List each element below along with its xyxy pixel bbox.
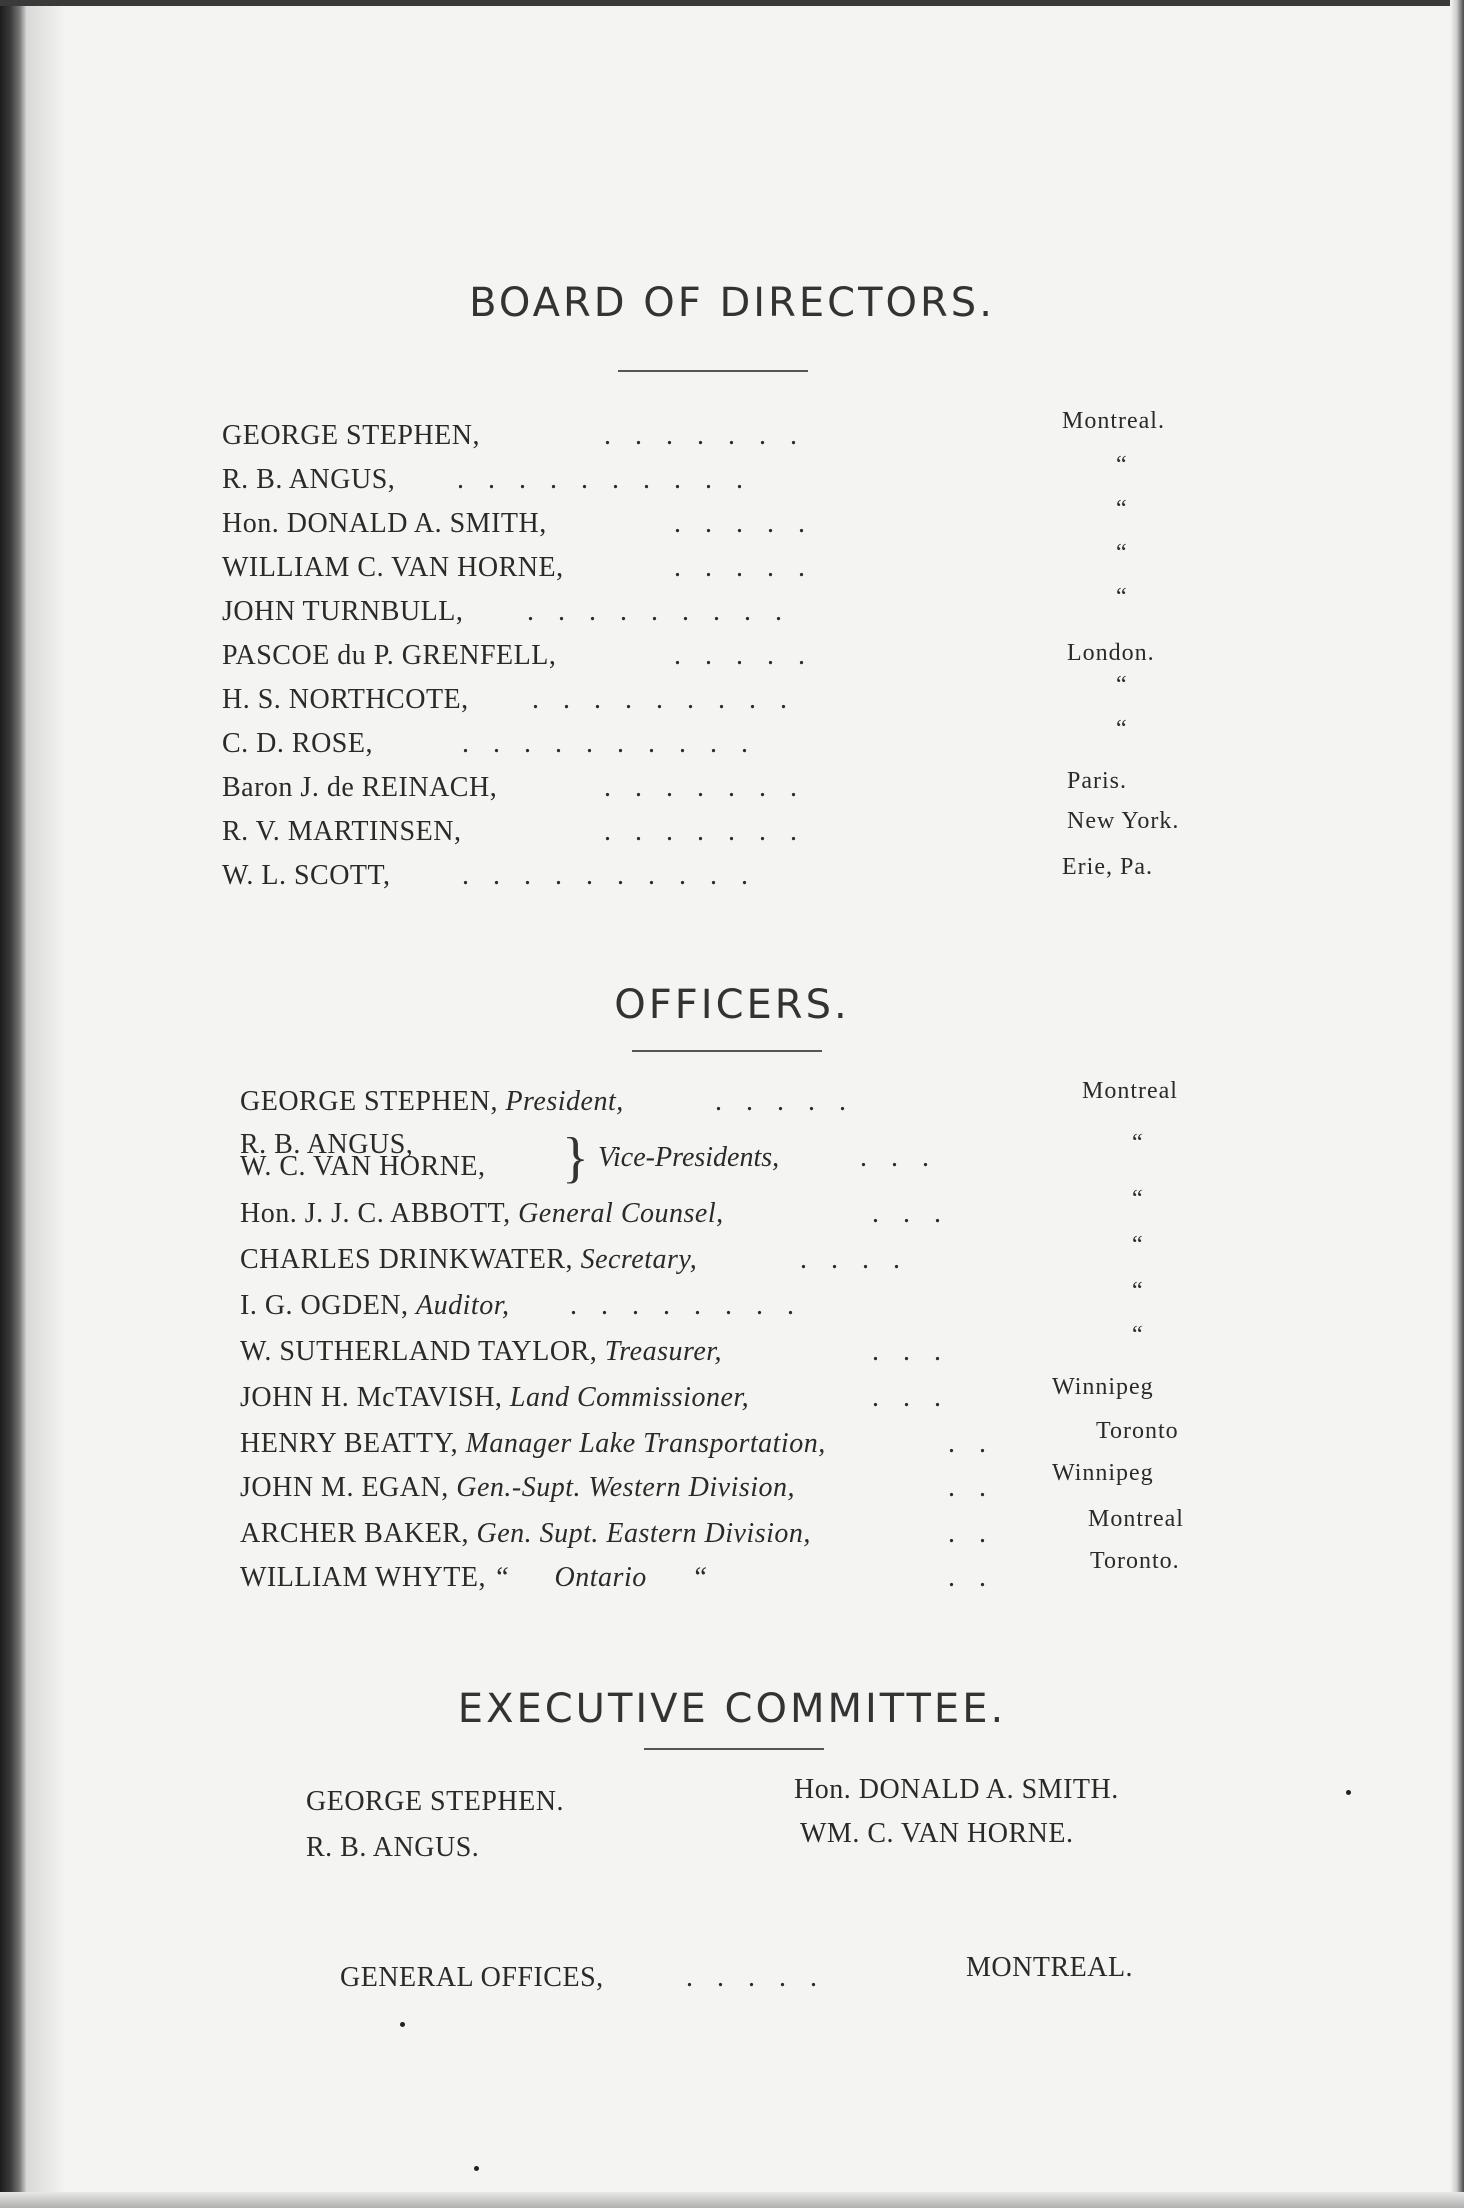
leader-dots: ....... [604, 816, 821, 847]
officer-name: JOHN H. McTAVISH, Land Commissioner, [240, 1382, 750, 1413]
officer-place: “ [1132, 1322, 1144, 1348]
board-row [222, 808, 1222, 856]
leader-dots: ... [872, 1382, 965, 1413]
leader-dots: .... [800, 1244, 924, 1275]
board-row [222, 640, 1222, 680]
leader-dots: .. [948, 1562, 1010, 1593]
officer-place: “ [1132, 1278, 1144, 1304]
officer-name: R. B. ANGUS, [240, 1129, 414, 1160]
officer-title: Auditor, [416, 1290, 510, 1321]
officer-place: “ [1132, 1232, 1144, 1258]
leader-dots: .......... [462, 860, 772, 891]
officer-name: I. G. OGDEN, Auditor, [240, 1290, 510, 1321]
member-name: PASCOE du P. GRENFELL, [222, 640, 557, 671]
board-row [222, 540, 1222, 592]
officer-row [240, 1186, 1240, 1238]
officer-name: WILLIAM WHYTE, “ Ontario “ [240, 1562, 708, 1593]
officer-place: “ [1132, 1130, 1144, 1156]
member-name: Hon. DONALD A. SMITH, [222, 508, 547, 539]
leader-dots: .. [948, 1428, 1010, 1459]
officer-name: JOHN M. EGAN, Gen.-Supt. Western Division, [240, 1472, 796, 1503]
member-place: New York. [1067, 808, 1180, 834]
leader-dots: ... [872, 1198, 965, 1229]
officer-name: GEORGE STEPHEN, President, [240, 1086, 624, 1117]
board-row [222, 408, 1222, 460]
member-place: Paris. [1067, 768, 1127, 794]
member-name: R. B. ANGUS, [222, 464, 396, 495]
officer-place: Winnipeg [1052, 1460, 1154, 1486]
officer-name: ARCHER BAKER, Gen. Supt. Eastern Division, [240, 1518, 811, 1549]
leader-dots: ..... [674, 640, 829, 671]
leader-dots: ... [872, 1336, 965, 1367]
member-place: Erie, Pa. [1062, 854, 1153, 880]
officer-row [240, 1374, 1240, 1422]
board-row [222, 768, 1222, 812]
board-row [222, 716, 1222, 768]
member-place: London. [1067, 640, 1155, 666]
member-name: C. D. ROSE, [222, 728, 373, 759]
print-speck [474, 2166, 479, 2171]
officer-row [240, 1127, 1240, 1194]
member-name: R. V. MARTINSEN, [222, 816, 462, 847]
member-name: Baron J. de REINACH, [222, 772, 498, 803]
leader-dots: ..... [715, 1086, 870, 1117]
member-place: “ [1116, 452, 1128, 478]
officer-row [240, 1078, 1240, 1126]
brace: } [562, 1127, 589, 1189]
officer-place: Winnipeg [1052, 1374, 1154, 1400]
officer-name: W. SUTHERLAND TAYLOR, Treasurer, [240, 1336, 723, 1367]
board-row [222, 854, 1222, 900]
leader-dots: ....... [604, 420, 821, 451]
officer-name: CHARLES DRINKWATER, Secretary, [240, 1244, 698, 1275]
executive-member: Hon. DONALD A. SMITH. [794, 1774, 1119, 1805]
bottom-edge [0, 2192, 1464, 2208]
board-row [222, 672, 1222, 724]
officer-title: Secretary, [580, 1244, 698, 1275]
leader-dots: ........ [570, 1290, 818, 1321]
officer-title: “ Ontario “ [493, 1562, 708, 1593]
officer-place: Montreal [1088, 1506, 1184, 1532]
leader-dots: ..... [674, 552, 829, 583]
officer-row [240, 1278, 1240, 1330]
leader-dots: .......... [462, 728, 772, 759]
member-place: “ [1116, 672, 1128, 698]
officer-place: Montreal [1082, 1078, 1178, 1104]
officer-place: Toronto. [1090, 1548, 1180, 1574]
member-place: “ [1116, 584, 1128, 610]
member-name: JOHN TURNBULL, [222, 596, 464, 627]
officer-title: Treasurer, [604, 1336, 723, 1367]
officer-title: Manager Lake Transportation, [465, 1428, 826, 1459]
officer-name: W. C. VAN HORNE, [240, 1151, 486, 1182]
leader-dots: ..... [686, 1962, 841, 1993]
officers-rule [632, 1050, 822, 1052]
board-row [222, 584, 1222, 636]
leader-dots: ..... [674, 508, 829, 539]
member-place: “ [1116, 540, 1128, 566]
executive-member: WM. C. VAN HORNE. [800, 1818, 1074, 1849]
member-place: “ [1116, 716, 1128, 742]
officer-name: HENRY BEATTY, Manager Lake Transportation, [240, 1428, 826, 1459]
book-spine-shadow [0, 0, 26, 2208]
officer-place: Toronto [1096, 1418, 1179, 1444]
officer-title: Gen. Supt. Eastern Division, [476, 1518, 811, 1549]
officer-place: “ [1132, 1186, 1144, 1212]
officer-title: General Counsel, [518, 1198, 724, 1229]
leader-dots: ......... [532, 684, 811, 715]
general-offices-row [340, 1952, 1240, 2002]
executive-rule [644, 1748, 824, 1750]
officers-heading: OFFICERS. [614, 982, 850, 1028]
leader-dots: ....... [604, 772, 821, 803]
officer-title: President, [505, 1086, 624, 1117]
print-speck [1346, 1790, 1351, 1795]
gutter-shade [26, 0, 66, 2208]
officer-row [240, 1548, 1240, 1602]
top-edge [0, 0, 1464, 6]
board-rule [618, 370, 808, 372]
print-speck [400, 2022, 405, 2027]
officer-name: Hon. J. J. C. ABBOTT, General Counsel, [240, 1198, 724, 1229]
leader-dots: .......... [457, 464, 767, 495]
officer-title: Land Commissioner, [509, 1382, 750, 1413]
leader-dots: ... [860, 1142, 953, 1173]
general-offices-place: MONTREAL. [966, 1952, 1134, 1983]
member-name: WILLIAM C. VAN HORNE, [222, 552, 564, 583]
member-name: H. S. NORTHCOTE, [222, 684, 469, 715]
right-edge [1450, 0, 1464, 2208]
board-row [222, 496, 1222, 548]
member-name: W. L. SCOTT, [222, 860, 391, 891]
executive-member: GEORGE STEPHEN. [306, 1786, 564, 1817]
officer-row [240, 1322, 1240, 1376]
executive-member: R. B. ANGUS. [306, 1832, 480, 1863]
officer-row [240, 1232, 1240, 1284]
officer-title: Vice-Presidents, [598, 1142, 780, 1173]
board-heading: BOARD OF DIRECTORS. [469, 280, 995, 326]
executive-heading: EXECUTIVE COMMITTEE. [457, 1686, 1007, 1732]
member-name: GEORGE STEPHEN, [222, 420, 480, 451]
leader-dots: .. [948, 1518, 1010, 1549]
member-place: “ [1116, 496, 1128, 522]
leader-dots: .. [948, 1472, 1010, 1503]
leader-dots: ......... [527, 596, 806, 627]
board-row [222, 452, 1222, 504]
general-offices-label: GENERAL OFFICES, [340, 1962, 604, 1993]
officer-title: Gen.-Supt. Western Division, [456, 1472, 796, 1503]
member-place: Montreal. [1062, 408, 1165, 434]
